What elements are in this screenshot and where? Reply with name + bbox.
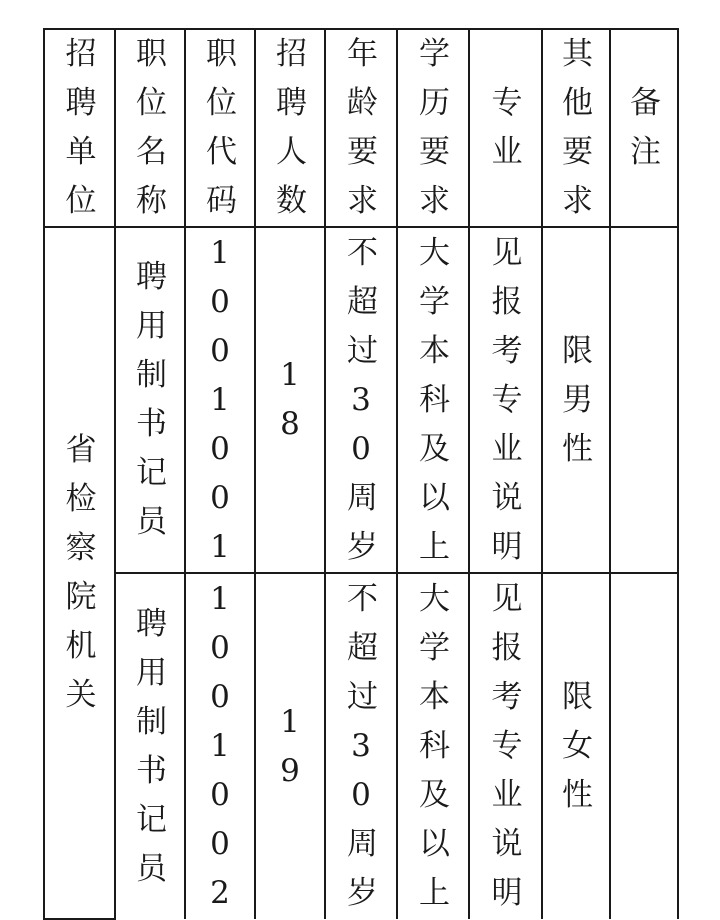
position-name-text: 聘用制书记员 [136, 259, 167, 540]
major-cell [469, 227, 542, 573]
headcount-cell [255, 573, 325, 919]
header-headcount-text: 招聘人数 [276, 36, 307, 219]
header-other-text: 其他要求 [562, 36, 593, 219]
table-row [44, 573, 678, 919]
header-education-text: 学历要求 [419, 36, 450, 219]
header-cell-unit [44, 29, 115, 227]
header-cell-remark [610, 29, 678, 227]
age-text: 不超过30周岁 [347, 581, 378, 911]
position-code-cell [185, 573, 255, 919]
header-age-text: 年龄要求 [347, 36, 378, 219]
header-cell-major [469, 29, 542, 227]
header-position-name-text: 职位名称 [136, 36, 167, 219]
header-row [44, 29, 678, 227]
unit-cell [44, 227, 115, 919]
major-text: 见报考专业说明 [491, 581, 523, 911]
header-cell-headcount [255, 29, 325, 227]
major-text: 见报考专业说明 [491, 234, 523, 565]
recruitment-table [43, 28, 679, 920]
unit-text: 省检察院机关 [65, 432, 97, 713]
age-cell [325, 227, 397, 573]
header-major-text: 专业 [491, 85, 523, 170]
header-cell-age [325, 29, 397, 227]
header-cell-other [542, 29, 610, 227]
age-cell [325, 573, 397, 919]
header-position-code-text: 职位代码 [206, 36, 237, 219]
education-cell [397, 573, 469, 919]
header-cell-position-code [185, 29, 255, 227]
headcount-text: 19 [280, 703, 300, 789]
headcount-text: 18 [280, 357, 300, 442]
age-text: 不超过30周岁 [347, 234, 378, 565]
header-remark-text: 备注 [630, 85, 661, 170]
other-text: 限男性 [562, 332, 593, 467]
remark-cell [610, 573, 678, 919]
table-row [44, 227, 678, 573]
headcount-cell [255, 227, 325, 573]
header-cell-position-name [115, 29, 185, 227]
position-name-cell [115, 227, 185, 573]
position-name-text: 聘用制书记员 [136, 605, 167, 887]
education-cell [397, 227, 469, 573]
position-name-cell [115, 573, 185, 919]
other-cell [542, 227, 610, 573]
education-text: 大学本科及以上 [419, 581, 450, 911]
header-unit-text: 招聘单位 [65, 36, 97, 219]
major-cell [469, 573, 542, 919]
other-text: 限女性 [562, 679, 593, 813]
position-code-cell [185, 227, 255, 573]
education-text: 大学本科及以上 [419, 234, 450, 565]
position-code-text: 1001002 [210, 581, 230, 911]
position-code-text: 1001001 [210, 234, 230, 565]
remark-cell [610, 227, 678, 573]
other-cell [542, 573, 610, 919]
header-cell-education [397, 29, 469, 227]
